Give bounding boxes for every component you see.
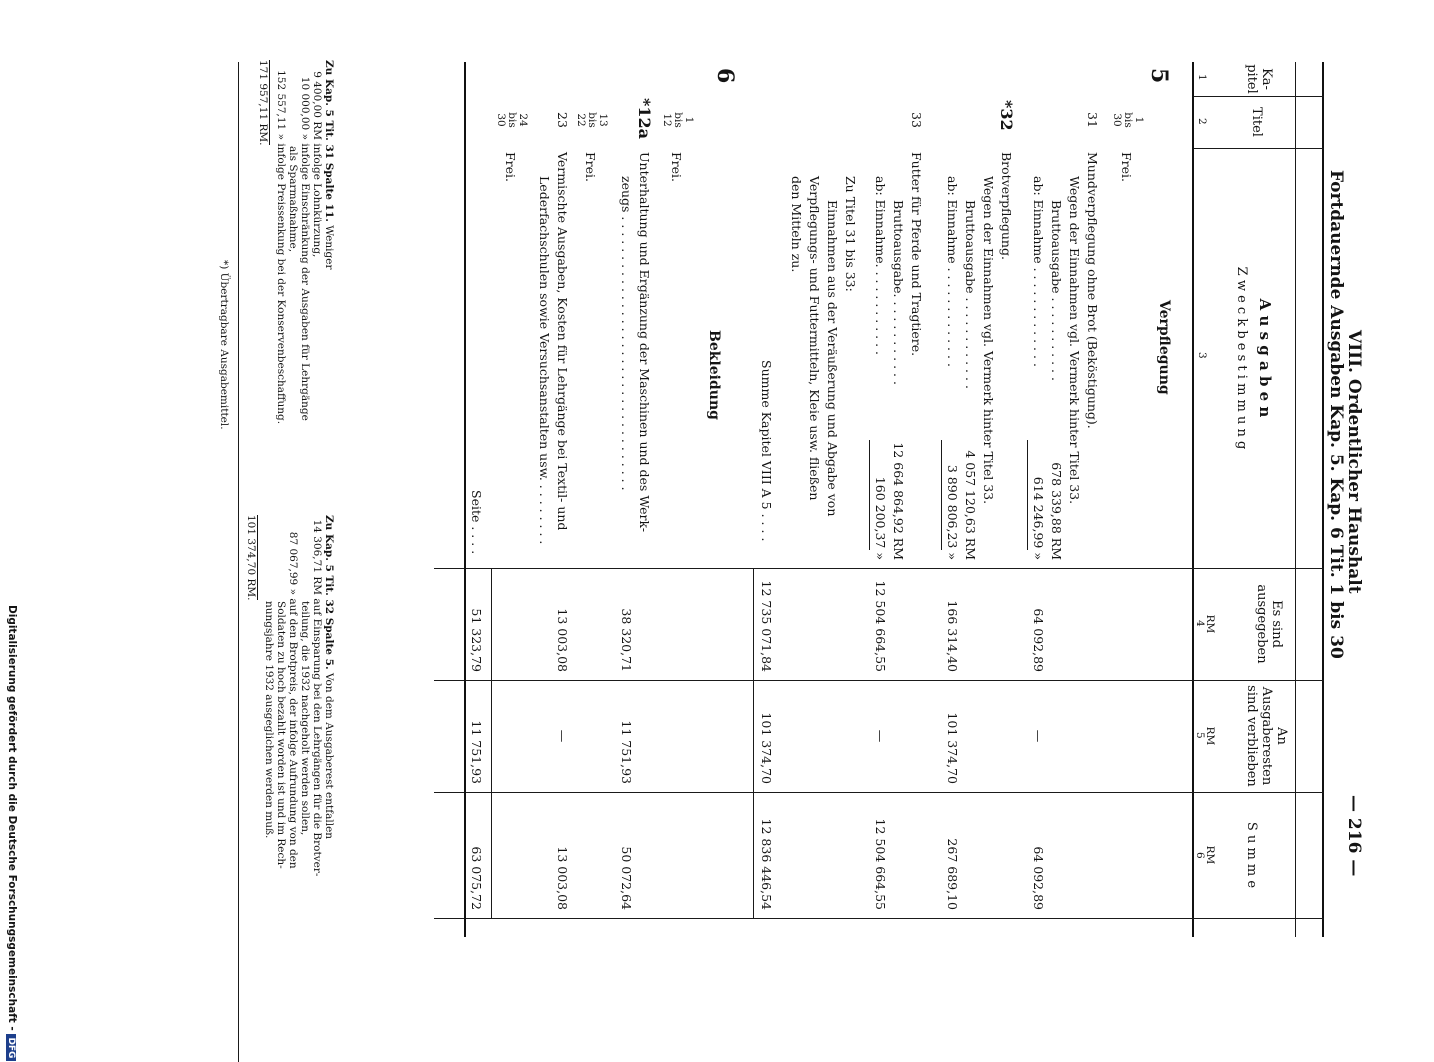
titel-12a-text1: Unterhaltung und Ergänzung der Maschinen und des Werk-	[637, 152, 652, 533]
summe-kapitel-5-rule	[753, 568, 754, 918]
kap6-frei-1-12: Frei.	[669, 152, 684, 183]
col-head-ausgaben: A u s g a b e n	[1256, 298, 1274, 418]
titel-33-einnahme-value: 160 200,37 »	[873, 476, 888, 560]
titel-32-subtotal-rule	[941, 440, 942, 550]
titel-12a-ausgegeben: 38 320,71	[619, 608, 634, 672]
notes-right-line1b-text: teilung, die 1932 nachgeholt werden sollen,	[299, 601, 311, 836]
summe-kapitel-5-ausgegeben: 12 735 071,84	[759, 580, 774, 672]
titel-31-einnahme-label: ab: Einnahme . . . . . . . . . . . . .	[1031, 176, 1046, 367]
col-sep-reste	[434, 792, 1324, 793]
titel-31-brutto-value: 678 339,88 RM	[1049, 462, 1064, 560]
section-bekleidung: Bekleidung	[706, 330, 722, 420]
kap6-frei-13-22: Frei.	[583, 152, 598, 183]
titel-31-summe: 64 092,89	[1031, 846, 1046, 910]
dfg-credit-text: Digitalisierung gefördert durch die Deutsche Forschungsgemeinschaft -	[6, 605, 18, 1031]
notes-right-line1-num: 14 306,71 RM	[311, 519, 323, 595]
titel-32-einnahme-label: ab: Einnahme . . . . . . . . . . . . .	[945, 176, 960, 367]
titel-23-ausgegeben: 13 003,08	[555, 608, 570, 672]
titel-31-brutto-label: Bruttoausgabe . . . . . . . . . . .	[1049, 200, 1064, 381]
col-number-1: 1	[1196, 74, 1208, 81]
titel-33-summe: 12 504 664,55	[873, 818, 888, 910]
titel-23-text1: Vermischte Ausgaben, Kosten für Lehrgänge bei Textil- und	[555, 152, 570, 531]
notes-left-block	[205, 60, 335, 480]
col-head-ausgegeben: Es sind ausgegeben	[1254, 584, 1284, 664]
notes-right-line2-text: auf den Brotpreis, der infolge Aufrundung von den	[287, 598, 299, 869]
titel-32-brutto-value: 4 057 120,63 RM	[963, 450, 978, 560]
col-number-4: 4	[1194, 620, 1206, 627]
notes-left-title: Zu Kap. 5 Tit. 31 Spalte 11.	[323, 60, 335, 222]
summe-kapitel-5-label: Summe Kapitel VIII A 5 . . . .	[759, 360, 774, 542]
dfg-credit	[6, 605, 18, 1061]
titel-31-sub: Wegen der Einnahmen vgl. Vermerk hinter Titel 33.	[1067, 176, 1082, 505]
titel-32-ausgegeben: 166 314,40	[945, 600, 960, 672]
titel-32-einnahme-value: 3 890 806,23 »	[945, 464, 960, 560]
titel-32-summe: 267 689,10	[945, 838, 960, 910]
titel-32-brutto-label: Bruttoausgabe . . . . . . . . . . . .	[963, 200, 978, 389]
titel-33-einnahme-label: ab: Einnahme. . . . . . . . . . . .	[873, 176, 888, 356]
table-column-number-rule	[1295, 62, 1296, 937]
summe-kapitel-5-summe: 12 836 446,54	[759, 818, 774, 910]
col-head-ausgabereste: An Ausgaberesten sind verblieben	[1244, 685, 1289, 787]
col-sep-summe	[434, 918, 1324, 919]
notes-right-line2b-text: Soldaten zu hoch bezahlt worden ist und im Rech-	[275, 601, 287, 869]
titel-33-brutto-label: Bruttoausgabe. . . . . . . . . . . .	[891, 200, 906, 385]
kap6-titel-13-22: 13 bis 22	[575, 112, 609, 128]
titel-33-text: Futter für Pferde und Tragtiere.	[909, 152, 924, 357]
titel-33-rest: —	[873, 729, 888, 743]
col-head-zweckbestimmung: Z w e c k b e s t i m m u n g	[1234, 266, 1249, 450]
notes-right-line1-text: auf Einsparung bei den Lehrgängen für die Brotver-	[311, 598, 323, 877]
titel-31-text: Mundverpflegung ohne Brot (Beköstigung).	[1085, 152, 1100, 429]
notes-right-block	[205, 515, 335, 955]
titel-33: 33	[909, 112, 924, 128]
titel-33-subtotal-rule	[869, 440, 870, 550]
notes-left-line3-text: als Sparmaßnahme,	[287, 146, 299, 253]
titel-31-rest: —	[1031, 729, 1046, 743]
titel-12a-summe: 50 072,64	[619, 846, 634, 910]
seite-rest: 11 751,93	[469, 720, 484, 784]
titel-23: 23	[555, 112, 570, 128]
titel-33-ausgegeben: 12 504 664,55	[873, 580, 888, 672]
table-top-rule	[1322, 62, 1324, 937]
note-31-33-line2: Verpflegungs- und Futtermitteln, Kleie usw. fließen	[807, 176, 822, 501]
note-31-33-line3: den Mitteln zu.	[789, 176, 804, 273]
kap6-titel-24-30: 24 bis 30	[495, 112, 529, 128]
col-head-kapitel: Ka- pitel	[1244, 64, 1274, 94]
titel-32-rest: 101 374,70	[945, 712, 960, 784]
col-number-2: 2	[1196, 118, 1208, 125]
currency-col4: RM	[1204, 614, 1216, 634]
chapter-6: 6	[712, 68, 738, 84]
titel-31-einnahme-value: 614 246,99 »	[1031, 476, 1046, 560]
table-bottom-rule	[464, 62, 466, 937]
kap5-titel-1-30: 1 bis 30	[1111, 112, 1145, 128]
table-header-bottom-rule	[1192, 62, 1194, 937]
kap6-frei-24-30: Frei.	[503, 152, 518, 183]
notes-right-title: Zu Kap. 5 Tit. 32 Spalte 5.	[323, 515, 335, 670]
col-number-5: 5	[1194, 732, 1206, 739]
notes-right-line2c-text: nungsjahre 1932 ausgeglichen werden muß.	[263, 601, 275, 839]
notes-left-line1-num: 9 400,00 RM	[311, 71, 323, 140]
currency-col6: RM	[1204, 845, 1216, 865]
col-head-summe: S u m m e	[1244, 821, 1259, 889]
header-title-line1: VIII. Ordentlicher Haushalt	[1344, 330, 1364, 594]
summe-kapitel-5-rest: 101 374,70	[759, 712, 774, 784]
notes-right-line2-num: 87 067,99 »	[287, 531, 299, 595]
titel-32-sub: Wegen der Einnahmen vgl. Vermerk hinter Titel 33.	[981, 176, 996, 505]
notes-left-line1-text: infolge Lohnkürzung,	[311, 143, 323, 258]
note-31-33-title: Zu Titel 31 bis 33:	[843, 176, 858, 292]
kap6-titel-1-12: 1 bis 12	[661, 112, 695, 128]
col-sep-ausgaben	[434, 568, 1324, 569]
notes-right-total: 101 374,70 RM.	[245, 515, 257, 601]
titel-23-text2: Lederfachschulen sowie Versuchsanstalten usw. . . . . . . . .	[537, 176, 552, 545]
notes-left-line4-num: 152 557,11 »	[275, 70, 287, 140]
notes-right-title-tail: Von dem Ausgaberest entfallen	[323, 672, 335, 840]
titel-23-summe: 13 003,08	[555, 846, 570, 910]
titel-31: 31	[1085, 112, 1100, 128]
seite-ausgegeben: 51 323,79	[469, 608, 484, 672]
col-number-3: 3	[1196, 352, 1208, 359]
titel-33-brutto-value: 12 664 864,92 RM	[891, 442, 906, 560]
titel-12a-rest: 11 751,93	[619, 720, 634, 784]
header-title-line2: Fortdauernde Ausgaben Kap. 5. Kap. 6 Tit. 1 bis 30	[1326, 170, 1346, 659]
note-31-33-line1: Einnahmen aus der Veräußerung und Abgabe von	[825, 200, 840, 517]
notes-left-line2-text: infolge Einschränkung der Ausgaben für Lehrgänge	[299, 143, 311, 421]
titel-12a: *12a	[635, 98, 654, 139]
notes-left-line4-text: infolge Preissenkung bei der Konservenbeschaffung.	[275, 143, 287, 425]
titel-32: *32	[997, 100, 1016, 131]
seite-label: Seite . . . .	[469, 490, 484, 555]
dfg-logo-badge: DFG	[6, 1034, 16, 1061]
notes-left-line2-num: 10 000,00 »	[299, 76, 311, 140]
section-verpflegung: Verpflegung	[1156, 300, 1172, 395]
chapter-5: 5	[1146, 68, 1172, 84]
titel-32-text: Brotverpflegung.	[999, 152, 1014, 260]
seite-summe: 63 075,72	[469, 846, 484, 910]
footnote-uebertragbar: *) Übertragbare Ausgabemittel.	[218, 260, 230, 430]
notes-left-total: 171 957,11 RM.	[257, 60, 269, 146]
titel-31-subtotal-rule	[1027, 440, 1028, 550]
titel-12a-text2: zeugs . . . . . . . . . . . . . . . . . . . . . . . . . . . . . . . . . . .	[619, 176, 634, 491]
seite-top-rule	[491, 568, 492, 918]
page-number: — 216 —	[1344, 795, 1364, 877]
col-number-6: 6	[1194, 852, 1206, 859]
titel-23-rest: —	[555, 729, 570, 743]
notes-left-title-tail: Weniger	[323, 225, 335, 270]
col-head-titel: Titel	[1249, 107, 1264, 137]
kap5-frei-1-30: Frei.	[1119, 152, 1134, 183]
currency-col5: RM	[1204, 726, 1216, 746]
titel-31-ausgegeben: 64 092,89	[1031, 608, 1046, 672]
